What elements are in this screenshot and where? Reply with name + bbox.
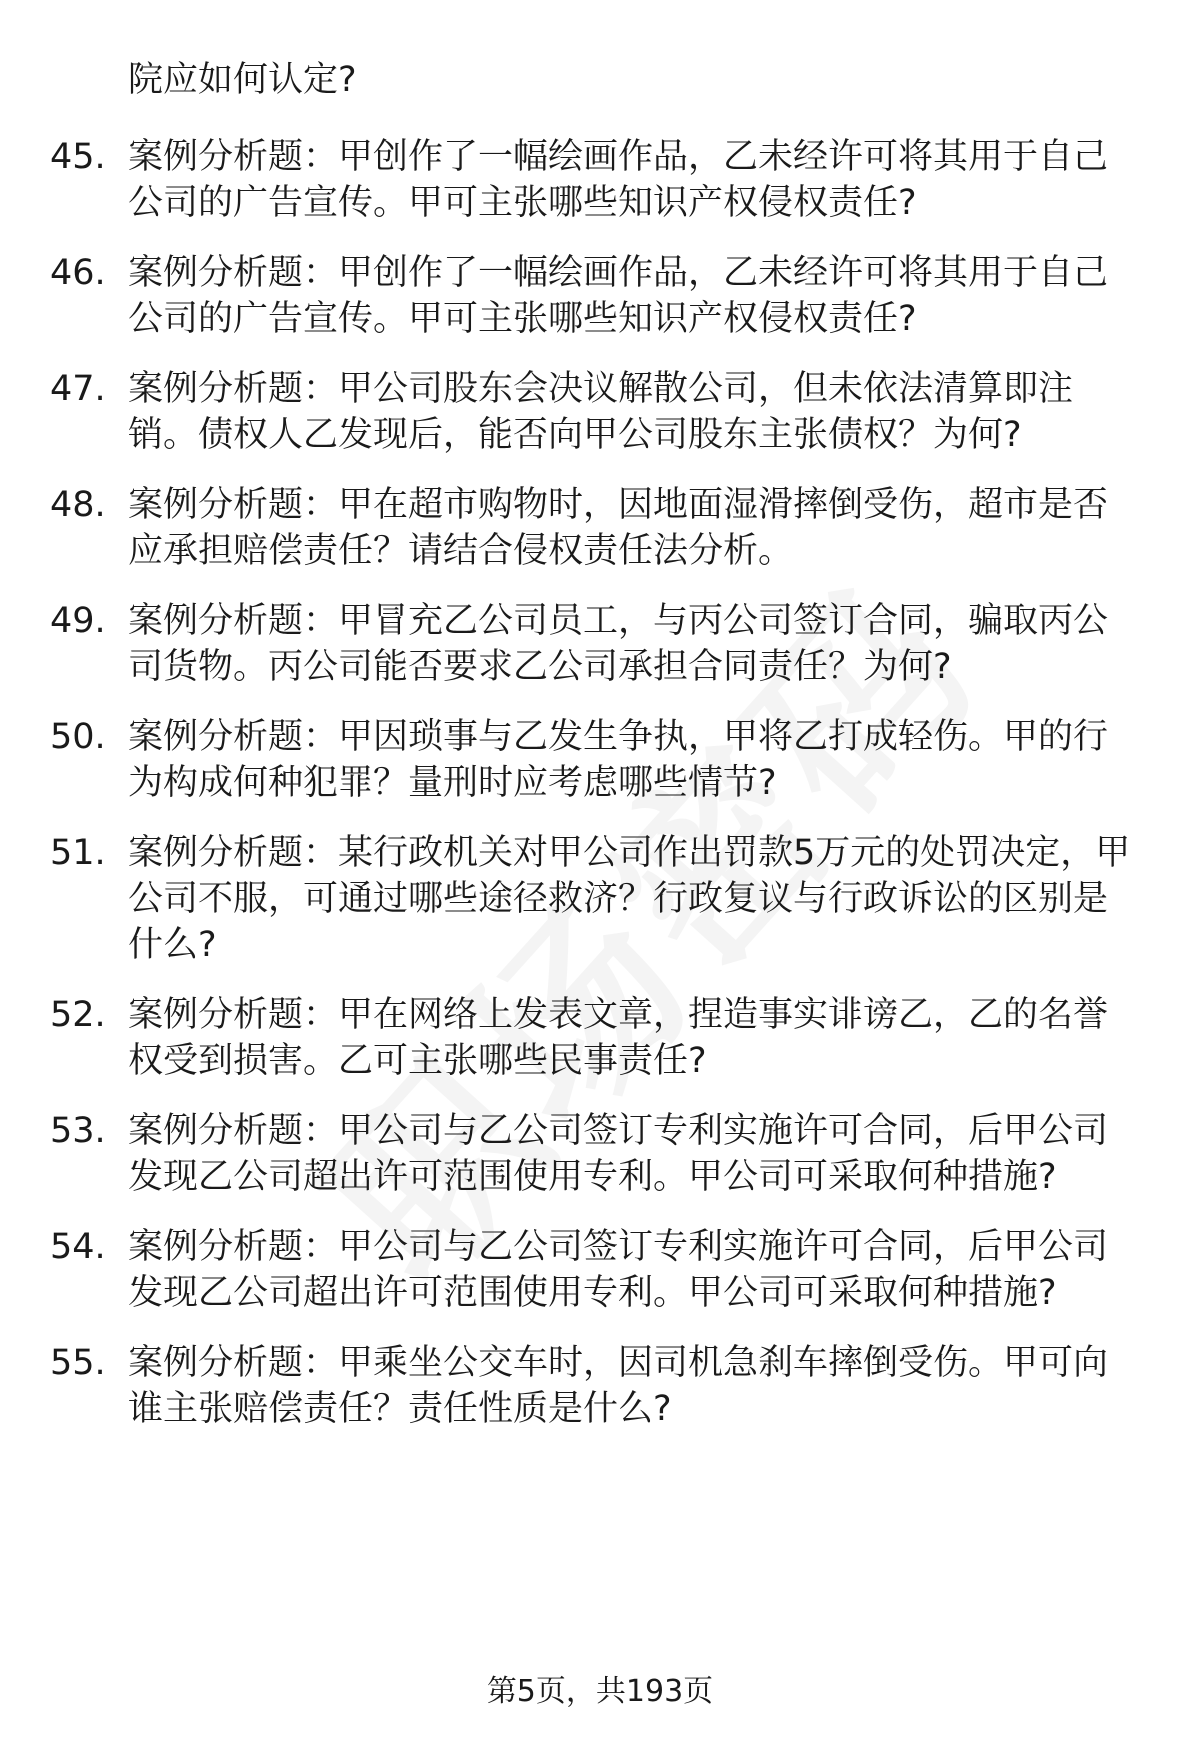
question-text-line: 案例分析题：甲创作了一幅绘画作品，乙未经许可将其用于自己 (128, 137, 1109, 177)
question-text-line: 什么? (128, 925, 217, 965)
question-text-line: 发现乙公司超出许可范围使用专利。甲公司可采取何种措施? (128, 1157, 1057, 1197)
question-number: 46. (50, 253, 106, 293)
question-text-line: 为构成何种犯罪？量刑时应考虑哪些情节? (128, 763, 777, 803)
question-number: 47. (50, 369, 106, 409)
question-number: 49. (50, 601, 106, 641)
question-text-line: 案例分析题：甲公司股东会决议解散公司，但未依法清算即注 (128, 369, 1074, 409)
question-text-line: 案例分析题：甲在网络上发表文章，捏造事实诽谤乙，乙的名誉 (128, 995, 1109, 1035)
question-number: 54. (50, 1227, 106, 1267)
question-number: 45. (50, 137, 106, 177)
question-text-line: 案例分析题：某行政机关对甲公司作出罚款5万元的处罚决定，甲 (128, 833, 1131, 873)
continuation-line: 院应如何认定? (128, 60, 357, 100)
question-text-line: 案例分析题：甲因琐事与乙发生争执，甲将乙打成轻伤。甲的行 (128, 717, 1109, 757)
question-text-line: 案例分析题：甲乘坐公交车时，因司机急刹车摔倒受伤。甲可向 (128, 1343, 1109, 1383)
question-text-line: 司货物。丙公司能否要求乙公司承担合同责任？为何? (128, 647, 952, 687)
question-number: 52. (50, 995, 106, 1035)
question-number: 50. (50, 717, 106, 757)
page-footer: 第5页，共193页 (486, 1674, 714, 1709)
question-text-line: 应承担赔偿责任？请结合侵权责任法分析。 (128, 531, 794, 571)
question-text-line: 案例分析题：甲创作了一幅绘画作品，乙未经许可将其用于自己 (128, 253, 1109, 293)
question-number: 55. (50, 1343, 106, 1383)
question-text-line: 权受到损害。乙可主张哪些民事责任? (128, 1041, 707, 1081)
question-text-line: 案例分析题：甲在超市购物时，因地面湿滑摔倒受伤，超市是否 (128, 485, 1109, 525)
question-text-line: 公司的广告宣传。甲可主张哪些知识产权侵权责任? (128, 299, 917, 339)
question-number: 51. (50, 833, 106, 873)
question-number: 48. (50, 485, 106, 525)
question-text-line: 销。债权人乙发现后，能否向甲公司股东主张债权？为何? (128, 415, 1022, 455)
question-text-line: 公司不服，可通过哪些途径救济？行政复议与行政诉讼的区别是 (128, 879, 1109, 919)
question-text-line: 公司的广告宣传。甲可主张哪些知识产权侵权责任? (128, 183, 917, 223)
question-text-line: 案例分析题：甲冒充乙公司员工，与丙公司签订合同，骗取丙公 (128, 601, 1109, 641)
question-text-line: 谁主张赔偿责任？责任性质是什么? (128, 1389, 672, 1429)
question-text-line: 案例分析题：甲公司与乙公司签订专利实施许可合同，后甲公司 (128, 1111, 1109, 1151)
question-text-line: 发现乙公司超出许可范围使用专利。甲公司可采取何种措施? (128, 1273, 1057, 1313)
question-text-line: 案例分析题：甲公司与乙公司签订专利实施许可合同，后甲公司 (128, 1227, 1109, 1267)
question-number: 53. (50, 1111, 106, 1151)
